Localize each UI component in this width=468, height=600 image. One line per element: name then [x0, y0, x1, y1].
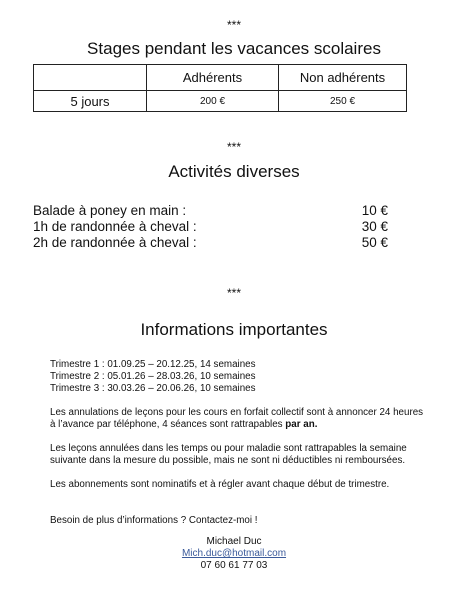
besoin-paragraph: Besoin de plus d’informations ? Contactez-moi !	[50, 515, 258, 526]
contact-phone: 07 60 61 77 03	[200, 560, 268, 571]
list-item	[33, 235, 388, 250]
abonnements-paragraph: Les abonnements sont nominatifs et à régler avant chaque début de trimestre.	[50, 479, 390, 490]
activity-label: Balade à poney en main :	[33, 203, 187, 218]
contact-name: Michael Duc	[206, 536, 262, 547]
list-item	[33, 219, 388, 234]
separator-stars-1: ***	[226, 18, 241, 32]
annulations-emphasis: par an.	[285, 419, 318, 430]
trimestre-line: Trimestre 1 : 01.09.25 – 20.12.25, 14 semaines	[50, 359, 256, 370]
activity-label: 2h de randonnée à cheval :	[33, 235, 197, 250]
stages-title: Stages pendant les vacances scolaires	[87, 39, 381, 58]
activites-title: Activités diverses	[168, 162, 300, 181]
annulations-paragraph	[50, 407, 430, 431]
informations-title: Informations importantes	[140, 320, 328, 339]
maladie-paragraph: Les leçons annulées dans les temps ou pour maladie sont rattrapables la semaine suivante dans la mesure du possible, mais ne sont ni déductibles ni remboursées.	[50, 443, 407, 466]
table-cell-price-adherents: 200 €	[147, 91, 279, 112]
trimestre-line: Trimestre 2 : 05.01.26 – 28.03.26, 10 semaines	[50, 371, 256, 382]
table-cell-price-non-adherents: 250 €	[279, 91, 407, 112]
table-header-non-adherents: Non adhérents	[279, 65, 407, 91]
stages-table	[33, 64, 407, 112]
activity-price: 50 €	[361, 235, 388, 250]
table-row	[34, 91, 407, 112]
contact-email-link[interactable]: Mich.duc@hotmail.com	[181, 548, 287, 559]
activity-price: 30 €	[361, 219, 388, 234]
table-cell-duration: 5 jours	[34, 91, 147, 112]
annulations-text: Les annulations de leçons pour les cours en forfait collectif sont à annoncer 24 heures à l’avance par téléphone, 4 séances sont rattrapables	[50, 407, 424, 430]
list-item	[33, 203, 388, 218]
trimestres-block	[50, 359, 430, 395]
trimestre-line: Trimestre 3 : 30.03.26 – 20.06.26, 10 semaines	[50, 383, 256, 394]
activity-label: 1h de randonnée à cheval :	[33, 219, 197, 234]
separator-stars-3: ***	[226, 286, 241, 300]
activity-price: 10 €	[361, 203, 388, 218]
table-header-adherents: Adhérents	[147, 65, 279, 91]
table-header-row	[34, 65, 407, 91]
contact-block	[0, 536, 468, 572]
separator-stars-2: ***	[226, 140, 241, 154]
table-header-empty	[34, 65, 147, 91]
